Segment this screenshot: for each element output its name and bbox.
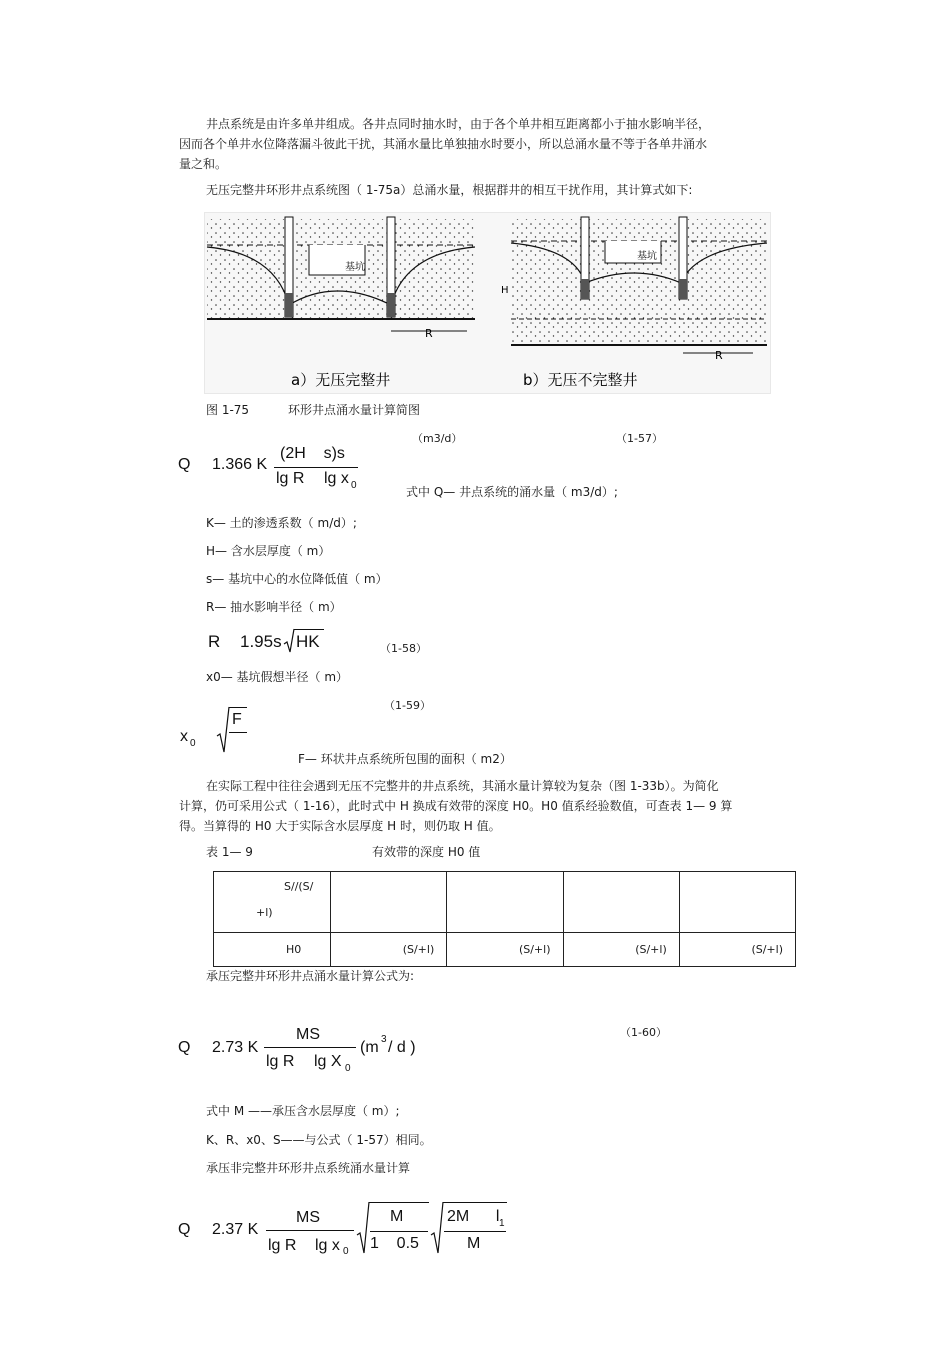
table-cell [679,872,795,933]
H-label-b: H [501,285,509,296]
eq160-den-b: lg X [314,1053,342,1070]
eq-last-numerator: MS [296,1209,320,1226]
eq159-rad-num: F [232,711,242,728]
eq160-fraction-bar [264,1047,356,1048]
eq158-coef: 1.95s [240,632,282,651]
panel-b [501,217,767,362]
panel-a [207,217,475,340]
eq157-number: （1-57） [616,432,663,445]
eq157-coef: 1.366 K [212,456,268,473]
eq159-number: （1-59） [384,699,431,712]
well-diagram [204,212,771,394]
eq-last-r2-num-sub: 1 [499,1218,505,1229]
table-head-a: S//(S/ [284,880,314,893]
para3-line1: 在实际工程中往往会遇到无压不完整井的井点系统，其涌水量计算较为复杂（图 1-33b）。为简化 [206,779,719,793]
para2: 无压完整井环形井点系统图（ 1-75a）总涌水量，根据群井的相互干扰作用，其计算式如下: [206,183,693,197]
pit-label-a: 基坑 [345,262,365,273]
eq160-Q: Q [178,1039,191,1056]
eq159-lhs-sub: 0 [190,738,196,749]
para1-line1: 井点系统是由许多单井组成。各井点同时抽水时，由于各个单井相互距离都小于抽水影响半径， [206,117,711,131]
def-F: F— 环状井点系统所包围的面积（ m2） [298,752,512,766]
eq-last-r2-num: 2M l [447,1208,500,1225]
panel-a-label: a）无压完整井 [291,371,391,389]
table-head-cell [214,872,331,933]
table-cell: (S/+l) [679,933,795,967]
eq-last-Q: Q [178,1221,191,1238]
eq157-unit: （m3/d） [412,432,463,445]
para1-line3: 量之和。 [179,157,228,171]
para3-line2: 计算，仍可采用公式（ 1-16），此时式中 H 换成有效带的深度 H0。H0 值系经验数值，可查表 1— 9 算 [179,799,733,813]
eq-last-radical-2-bar [443,1202,507,1203]
eq-last-r1-fraction-bar [370,1231,428,1232]
eq-last-r2-den: M [467,1235,481,1252]
eq159-radical [216,706,230,754]
eq160-unit-close: / d ) [388,1039,416,1056]
eq160-unit-open: (m [360,1039,379,1056]
eq159-lhs: x [180,728,188,745]
def-K-R-x0-S: K、R、x0、S——与公式（ 1-57）相同。 [206,1133,432,1147]
eq157-where: 式中 Q— 井点系统的涌水量（ m3/d）; [406,485,618,499]
eq160-den-a: lg R [266,1053,295,1070]
eq-last-r2-fraction-bar [444,1231,506,1232]
eq-last-r1-num: M [390,1208,404,1225]
eq157-den-sub: 0 [351,480,357,491]
table-head-b: +l) [256,906,273,919]
table-cell [563,872,679,933]
eq160-number: （1-60） [620,1026,667,1039]
panel-b-label: b）无压不完整井 [523,371,638,389]
para3-line3: 得。当算得的 H0 大于实际含水层厚度 H 时，则仍取 H 值。 [179,819,501,833]
para5: 承压非完整井环形井点系统涌水量计算 [206,1161,411,1175]
eq157-den-b: lg x [324,470,349,487]
eq158-lhs: R [208,632,221,651]
eq157-den-a: lg R [276,470,305,487]
figure-caption-num: 图 1-75 [206,403,250,417]
eq-last-den-b: lg x [315,1237,340,1254]
eq159-radical-bar [229,707,247,708]
para1-line2: 因而各个单井水位降落漏斗彼此干扰，其涌水量比单独抽水时要小，所以总涌水量不等于各单井涌水 [179,137,708,151]
table-caption-num: 表 1— 9 [206,845,253,859]
table-caption-text: 有效带的深度 H0 值 [372,845,481,859]
eq159-fraction-bar [229,732,247,733]
eq158-rad: HK [296,632,320,651]
h0-table [213,871,796,967]
table-cell: (S/+l) [563,933,679,967]
pit-label-b: 基坑 [637,251,657,262]
eq160-unit-sup: 3 [381,1034,387,1045]
R-label-b: R [715,349,723,362]
eq-last-fraction-bar [266,1230,354,1231]
def-K: K— 土的渗透系数（ m/d）; [206,516,357,530]
eq157-fraction-bar [274,467,358,468]
para4: 承压完整井环形井点涌水量计算公式为: [206,969,415,983]
eq158-number: （1-58） [380,642,427,655]
table-cell: (S/+l) [447,933,563,967]
def-H: H— 含水层厚度（ m） [206,544,331,558]
def-x0: x0— 基坑假想半径（ m） [206,670,349,684]
eq158-radical [283,628,295,654]
table-cell [331,872,447,933]
def-R: R— 抽水影响半径（ m） [206,600,342,614]
eq157-Q: Q [178,456,191,473]
eq160-numerator: MS [296,1026,320,1043]
table-row [214,872,796,933]
eq160-coef: 2.73 K [212,1039,259,1056]
table-row [214,933,796,967]
R-label-a: R [425,327,433,340]
well-diagram-svg [205,213,770,393]
eq-last-coef: 2.37 K [212,1221,259,1238]
eq157-numerator: (2H s)s [280,445,345,462]
eq-last-den-a: lg R [268,1237,297,1254]
eq-last-den-sub: 0 [343,1246,349,1257]
eq-last-r1-den: 1 0.5 [370,1235,419,1252]
table-cell: (S/+l) [331,933,447,967]
figure-caption-text: 环形井点涌水量计算简图 [288,403,421,417]
table-h0-cell: H0 [214,933,331,967]
eq158-radical-bar [294,629,324,630]
eq-last-radical-1-bar [369,1202,429,1203]
eq160-den-sub: 0 [345,1063,351,1074]
eq-last-radical-1 [356,1201,370,1255]
table-cell [447,872,563,933]
def-M: 式中 M ——承压含水层厚度（ m）; [206,1104,400,1118]
def-s: s— 基坑中心的水位降低值（ m） [206,572,388,586]
eq-last-radical-2 [430,1201,444,1255]
